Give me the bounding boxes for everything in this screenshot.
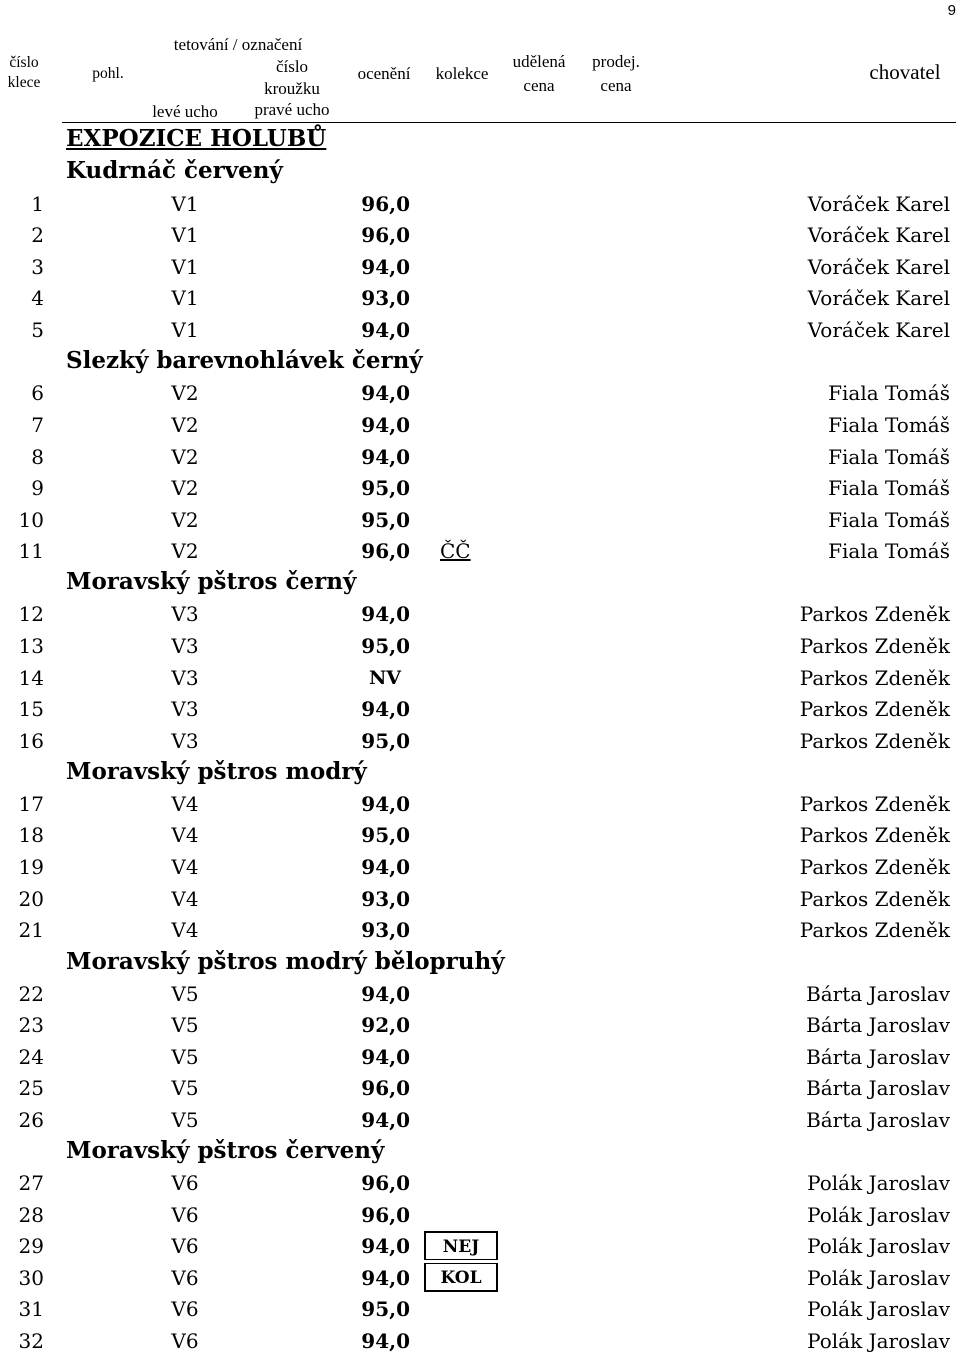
table-row: [0, 726, 960, 757]
ring-label: V4: [171, 792, 199, 816]
ring-label: V5: [171, 1045, 199, 1069]
cage-number: 25: [18, 1076, 44, 1100]
table-row: [0, 536, 960, 567]
ring-label: V5: [171, 982, 199, 1006]
breeder-name: Polák Jaroslav: [807, 1329, 950, 1353]
cage-number: 27: [18, 1171, 44, 1195]
cage-number: 13: [18, 634, 44, 658]
cage-number: 7: [31, 413, 44, 437]
cage-number: 15: [18, 697, 44, 721]
ring-label: V6: [171, 1329, 199, 1353]
cage-number: 19: [18, 855, 44, 879]
score: 94,0: [361, 1045, 410, 1069]
score: 94,0: [361, 1329, 410, 1353]
breeder-name: Bárta Jaroslav: [806, 1013, 950, 1037]
breeder-name: Parkos Zdeněk: [799, 634, 950, 658]
table-row: [0, 505, 960, 536]
page-number: 9: [947, 2, 956, 19]
score: 93,0: [361, 887, 410, 911]
table-row: [0, 410, 960, 441]
ring-label: V2: [171, 476, 199, 500]
score: NV: [368, 667, 402, 689]
table-row: [0, 1010, 960, 1041]
cage-number: 32: [18, 1329, 44, 1353]
ring-label: V4: [171, 823, 199, 847]
cage-number: 3: [31, 255, 44, 279]
table-row: [0, 884, 960, 915]
breeder-name: Voráček Karel: [807, 192, 950, 216]
score: 95,0: [361, 634, 410, 658]
score: 95,0: [361, 1297, 410, 1321]
breeder-name: Parkos Zdeněk: [799, 792, 950, 816]
cage-number: 10: [18, 508, 44, 532]
header-tetovani: tetování / označení: [173, 35, 303, 54]
table-row: [0, 1231, 960, 1262]
breeder-name: Polák Jaroslav: [807, 1203, 950, 1227]
score: 94,0: [361, 792, 410, 816]
table-row: [0, 1105, 960, 1136]
cage-number: 22: [18, 982, 44, 1006]
section-title-4: Moravský pštros modrý: [66, 758, 367, 785]
cage-number: 30: [18, 1266, 44, 1290]
breeder-name: Polák Jaroslav: [807, 1297, 950, 1321]
cage-number: 12: [18, 602, 44, 626]
breeder-name: Fiala Tomáš: [828, 445, 950, 469]
breeder-name: Fiala Tomáš: [828, 413, 950, 437]
cage-number: 23: [18, 1013, 44, 1037]
cage-number: 26: [18, 1108, 44, 1132]
score: 94,0: [361, 413, 410, 437]
cage-number: 4: [31, 286, 44, 310]
cage-number: 20: [18, 887, 44, 911]
breeder-name: Voráček Karel: [807, 286, 950, 310]
header-cislo-krouzku-1: číslo: [275, 57, 309, 76]
collection-box-top: NEJ: [424, 1231, 498, 1260]
collection-box-bottom: KOL: [424, 1263, 498, 1292]
ring-label: V3: [171, 666, 199, 690]
table-row: [0, 315, 960, 346]
table-row: [0, 220, 960, 251]
header-pohl: pohl.: [92, 65, 124, 82]
table-row: [0, 820, 960, 851]
cage-number: 9: [31, 476, 44, 500]
cage-number: 28: [18, 1203, 44, 1227]
ring-label: V2: [171, 508, 199, 532]
ring-label: V3: [171, 697, 199, 721]
table-row: [0, 789, 960, 820]
score: 94,0: [361, 855, 410, 879]
breeder-name: Parkos Zdeněk: [799, 666, 950, 690]
table-row: [0, 1073, 960, 1104]
cage-number: 6: [31, 381, 44, 405]
breeder-name: Voráček Karel: [807, 223, 950, 247]
section-title-6: Moravský pštros červený: [66, 1137, 385, 1164]
table-row: [0, 915, 960, 946]
score: 96,0: [361, 1171, 410, 1195]
score: 94,0: [361, 1266, 410, 1290]
breeder-name: Polák Jaroslav: [807, 1266, 950, 1290]
ring-label: V1: [171, 192, 199, 216]
header-prodej-1: prodej.: [592, 52, 640, 71]
ring-label: V5: [171, 1108, 199, 1132]
cage-number: 21: [18, 918, 44, 942]
score: 93,0: [361, 286, 410, 310]
table-row: [0, 979, 960, 1010]
header-cislo: číslo: [9, 54, 39, 71]
breeder-name: Bárta Jaroslav: [806, 1076, 950, 1100]
ring-label: V2: [171, 413, 199, 437]
header-cislo-krouzku-2: kroužku: [264, 79, 320, 98]
breeder-name: Parkos Zdeněk: [799, 855, 950, 879]
cage-number: 11: [18, 539, 44, 563]
cage-number: 17: [18, 792, 44, 816]
score: 95,0: [361, 729, 410, 753]
cage-number: 8: [31, 445, 44, 469]
score: 96,0: [361, 192, 410, 216]
cage-number: 29: [18, 1234, 44, 1258]
title-expozice: EXPOZICE HOLUBŮ: [66, 125, 327, 152]
score: 95,0: [361, 508, 410, 532]
table-row: [0, 189, 960, 220]
header-prave-ucho: pravé ucho: [254, 100, 330, 119]
cage-number: 16: [18, 729, 44, 753]
breeder-name: Bárta Jaroslav: [806, 1108, 950, 1132]
ring-label: V2: [171, 539, 199, 563]
header-leve-ucho: levé ucho: [152, 102, 218, 121]
breeder-name: Parkos Zdeněk: [799, 729, 950, 753]
table-row: [0, 252, 960, 283]
breeder-name: Parkos Zdeněk: [799, 602, 950, 626]
breeder-name: Bárta Jaroslav: [806, 1045, 950, 1069]
ring-label: V1: [171, 318, 199, 342]
ring-label: V5: [171, 1013, 199, 1037]
breeder-name: Bárta Jaroslav: [806, 982, 950, 1006]
prize-label: ČČ: [440, 539, 471, 563]
ring-label: V3: [171, 602, 199, 626]
score: 96,0: [361, 223, 410, 247]
table-row: [0, 473, 960, 504]
ring-label: V1: [171, 255, 199, 279]
score: 94,0: [361, 255, 410, 279]
score: 94,0: [361, 445, 410, 469]
header-udelena-2: cena: [523, 76, 555, 95]
header-udelena-1: udělená: [512, 52, 566, 71]
table-row: [0, 663, 960, 694]
score: 96,0: [361, 1203, 410, 1227]
breeder-name: Polák Jaroslav: [807, 1234, 950, 1258]
header-prodej-2: cena: [600, 76, 632, 95]
ring-label: V1: [171, 223, 199, 247]
table-row: [0, 1294, 960, 1325]
breeder-name: Fiala Tomáš: [828, 508, 950, 532]
ring-label: V6: [171, 1297, 199, 1321]
ring-label: V1: [171, 286, 199, 310]
ring-label: V3: [171, 634, 199, 658]
score: 92,0: [361, 1013, 410, 1037]
score: 94,0: [361, 1108, 410, 1132]
score: 94,0: [361, 602, 410, 626]
ring-label: V6: [171, 1203, 199, 1227]
score: 94,0: [361, 697, 410, 721]
section-title-3: Moravský pštros černý: [66, 568, 357, 595]
header-chovatel: chovatel: [869, 60, 941, 84]
ring-label: V4: [171, 887, 199, 911]
breeder-name: Fiala Tomáš: [828, 381, 950, 405]
ring-label: V5: [171, 1076, 199, 1100]
ring-label: V4: [171, 855, 199, 879]
cage-number: 18: [18, 823, 44, 847]
breeder-name: Fiala Tomáš: [828, 539, 950, 563]
breeder-name: Voráček Karel: [807, 318, 950, 342]
table-row: [0, 852, 960, 883]
cage-number: 31: [18, 1297, 44, 1321]
table-row: [0, 694, 960, 725]
breeder-name: Fiala Tomáš: [828, 476, 950, 500]
score: 96,0: [361, 1076, 410, 1100]
table-row: [0, 1263, 960, 1294]
table-row: [0, 599, 960, 630]
breeder-name: Polák Jaroslav: [807, 1171, 950, 1195]
score: 94,0: [361, 381, 410, 405]
table-row: [0, 1168, 960, 1199]
breeder-name: Parkos Zdeněk: [799, 823, 950, 847]
ring-label: V2: [171, 381, 199, 405]
table-row: [0, 1326, 960, 1357]
table-row: [0, 283, 960, 314]
header-oceneni: ocenění: [357, 64, 411, 83]
header-kolekce: kolekce: [435, 64, 489, 83]
table-row: [0, 1042, 960, 1073]
score: 94,0: [361, 318, 410, 342]
section-title-5: Moravský pštros modrý bělopruhý: [66, 948, 505, 975]
section-title-1: Kudrnáč červený: [66, 157, 283, 184]
ring-label: V3: [171, 729, 199, 753]
score: 96,0: [361, 539, 410, 563]
cage-number: 1: [31, 192, 44, 216]
section-title-2: Slezký barevnohlávek černý: [66, 347, 423, 374]
cage-number: 14: [18, 666, 44, 690]
header-divider: [62, 122, 956, 123]
score: 93,0: [361, 918, 410, 942]
breeder-name: Parkos Zdeněk: [799, 918, 950, 942]
breeder-name: Parkos Zdeněk: [799, 697, 950, 721]
table-row: [0, 442, 960, 473]
ring-label: V4: [171, 918, 199, 942]
cage-number: 2: [31, 223, 44, 247]
score: 95,0: [361, 476, 410, 500]
table-row: [0, 631, 960, 662]
table-row: [0, 1200, 960, 1231]
ring-label: V6: [171, 1171, 199, 1195]
score: 94,0: [361, 982, 410, 1006]
cage-number: 24: [18, 1045, 44, 1069]
score: 95,0: [361, 823, 410, 847]
ring-label: V6: [171, 1234, 199, 1258]
breeder-name: Parkos Zdeněk: [799, 887, 950, 911]
ring-label: V6: [171, 1266, 199, 1290]
table-row: [0, 378, 960, 409]
header-klece: klece: [7, 74, 41, 91]
cage-number: 5: [31, 318, 44, 342]
breeder-name: Voráček Karel: [807, 255, 950, 279]
ring-label: V2: [171, 445, 199, 469]
score: 94,0: [361, 1234, 410, 1258]
